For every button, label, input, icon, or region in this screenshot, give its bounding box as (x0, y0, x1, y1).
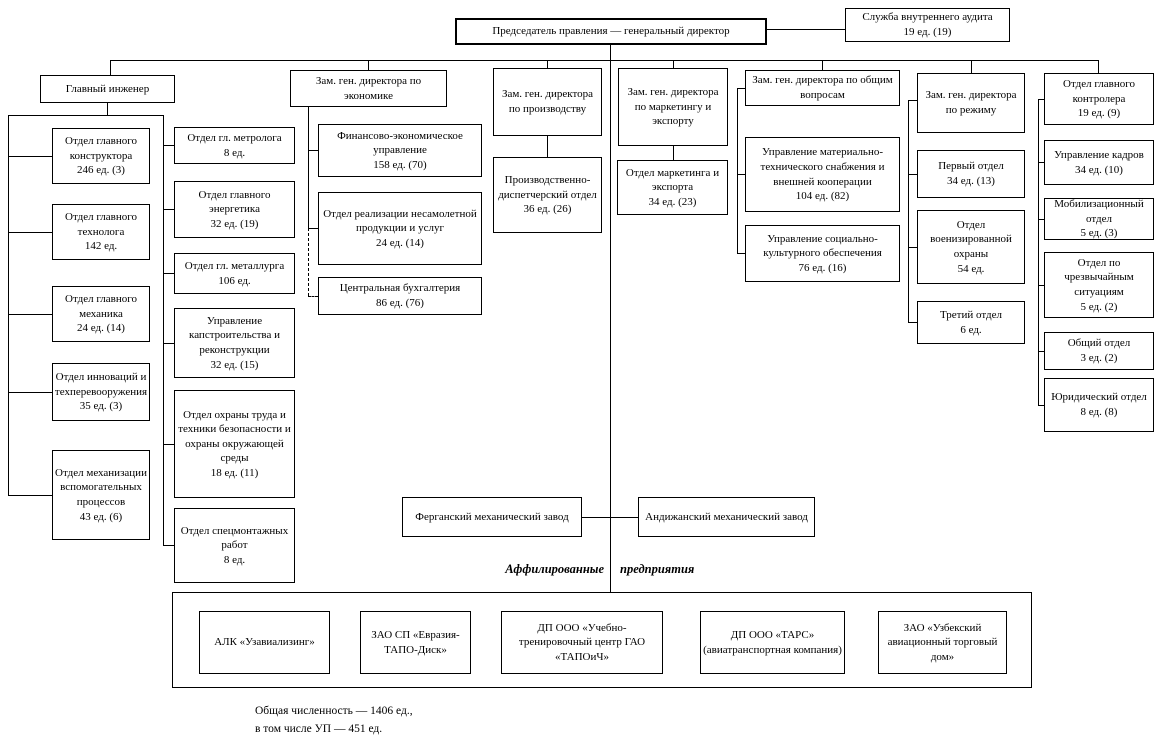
box-count: 34 ед. (10) (1075, 163, 1123, 176)
affiliated-label-right: предприятия (620, 562, 695, 576)
org-box-finance (318, 124, 482, 177)
line-factories-link (582, 517, 638, 518)
box-label: Зам. ген. директора по маркетингу и экспорту (627, 86, 719, 128)
org-box-affil-uzavialeasing (199, 611, 330, 674)
box-label: Отдел главного конструктора (65, 135, 137, 162)
box-count: 19 ед. (19) (903, 26, 952, 38)
box-count: 24 ед. (14) (77, 322, 125, 335)
box-count: 104 ед. (82) (795, 190, 850, 203)
box-label: Андижанский механический завод (645, 510, 808, 523)
box-label: Третий отдел (940, 308, 1002, 321)
stub (1038, 219, 1044, 220)
stub (1038, 405, 1044, 406)
line-drop-chief-engineer (110, 60, 111, 75)
org-box-special-mounting (174, 508, 295, 583)
box-label: Центральная бухгалтерия (339, 282, 461, 295)
org-box-supply (745, 137, 900, 212)
box-label: АЛК «Узавиализинг» (214, 636, 315, 649)
box-label: Отдел маркетинга и экспорта (625, 166, 720, 194)
stub (908, 322, 917, 323)
org-box-legal (1044, 378, 1154, 432)
box-label: Главный инженер (65, 82, 150, 95)
stub (8, 232, 52, 233)
org-box-social (745, 225, 900, 282)
box-label: ДП ООО «Учебно-тренировочный центр ГАО «ТАПОиЧ» (518, 621, 646, 663)
total-headcount-line1: Общая численность — 1406 ед., (255, 705, 413, 717)
stub (1038, 162, 1044, 163)
box-count: 43 ед. (6) (79, 510, 123, 523)
box-count: 18 ед. (11) (210, 466, 259, 479)
org-box-marketing-deputy (618, 68, 728, 146)
org-box-nonaircraft (318, 192, 482, 265)
box-label: Производственно-диспетчерский отдел (498, 174, 597, 201)
box-label: Управление капстроительства и реконструкции (189, 314, 280, 356)
stub (1038, 99, 1044, 100)
box-label: Отдел главного энергетика (198, 188, 271, 216)
box-count: 5 ед. (3) (1080, 227, 1118, 240)
total-headcount-note (255, 702, 413, 739)
stub (8, 156, 52, 157)
line-drop-controller (1098, 60, 1099, 73)
box-label: Отдел механизации вспомогательных процессов (55, 466, 147, 508)
box-count: 8 ед. (223, 553, 246, 566)
box-label: Юридический отдел (1051, 391, 1147, 404)
org-box-econ-deputy (290, 70, 447, 107)
box-label: Отдел спецмонтажных работ (180, 524, 289, 552)
org-box-accounting (318, 277, 482, 315)
line-drop-regime (971, 60, 972, 73)
box-count: 32 ед. (19) (210, 217, 259, 230)
stub (737, 88, 745, 89)
box-count: 246 ед. (3) (77, 164, 125, 177)
box-label: Отдел главного технолога (65, 211, 137, 238)
box-label: Отдел главного контролера (1063, 78, 1135, 105)
box-count: 8 ед. (8) (1080, 406, 1118, 418)
line-production-link (547, 136, 548, 157)
rail-econ-dashed (308, 228, 309, 296)
line-drop-production (547, 60, 548, 68)
box-label: Мобилизационный отдел (1054, 198, 1144, 225)
org-box-affil-trade-house (878, 611, 1007, 674)
box-count: 34 ед. (13) (947, 175, 995, 187)
org-box-technologist (52, 204, 150, 260)
org-box-innovation (52, 363, 150, 421)
org-box-mechanization (52, 450, 150, 540)
line-bracket-top (8, 115, 163, 116)
stub (1038, 285, 1044, 286)
rail-chief-left (8, 115, 9, 496)
box-label: Ферганский механический завод (415, 510, 569, 523)
org-box-fergana (402, 497, 582, 537)
box-label: Отдел гл. метролога (187, 131, 282, 144)
stub (8, 392, 52, 393)
box-label: Отдел охраны труда и техники безопасности и охраны окружающей среды (178, 408, 291, 465)
rail-regime (908, 100, 909, 322)
stub (908, 174, 917, 175)
box-count: 6 ед. (960, 323, 982, 336)
box-label: Управление социально-культурного обеспечения (763, 232, 882, 260)
org-box-marketing (617, 160, 728, 215)
org-box-general-deputy (745, 70, 900, 106)
org-box-design-dept (52, 128, 150, 184)
stub (163, 209, 174, 210)
org-box-affil-training-center (501, 611, 663, 674)
box-count: 19 ед. (9) (1077, 107, 1121, 120)
stub (308, 150, 318, 151)
org-box-third-dept (917, 301, 1025, 344)
box-label: Отдел по чрезвычайным ситуациям (1064, 256, 1134, 298)
box-label: Зам. ген. директора по экономике (315, 74, 422, 102)
org-box-general-dept (1044, 332, 1154, 370)
stub (163, 145, 174, 146)
org-box-mechanic (52, 286, 150, 342)
box-label: Отдел военизированной охраны (930, 218, 1012, 260)
affiliated-label-left: Аффилированные (505, 562, 604, 576)
line-root-to-audit (767, 29, 845, 30)
org-box-andijan (638, 497, 815, 537)
stub-dashed (308, 296, 318, 297)
org-box-production-deputy (493, 68, 602, 136)
box-count: 76 ед. (16) (798, 261, 847, 274)
box-label: Зам. ген. директора по производству (501, 88, 594, 115)
stub (163, 444, 174, 445)
box-count: 36 ед. (26) (523, 203, 572, 216)
box-label: Отдел гл. металлурга (184, 259, 285, 272)
box-count: 34 ед. (23) (648, 195, 697, 208)
box-label: Управление кадров (1054, 148, 1144, 161)
stub (908, 100, 917, 101)
org-box-first-dept (917, 150, 1025, 198)
org-box-root (455, 18, 767, 45)
org-box-hr (1044, 140, 1154, 185)
box-count: 3 ед. (2) (1080, 352, 1118, 364)
box-count: 158 ед. (70) (373, 158, 427, 171)
stub (1038, 351, 1044, 352)
stub (737, 174, 745, 175)
line-chief-to-bracket (107, 103, 108, 115)
org-box-power (174, 181, 295, 238)
total-headcount-line2: в том числе УП — 451 ед. (255, 723, 383, 736)
box-label: Зам. ген. директора по общим вопросам (752, 74, 893, 101)
org-box-regime-deputy (917, 73, 1025, 133)
line-top-distribution (110, 60, 1098, 61)
box-count: 106 ед. (218, 274, 251, 287)
box-label: Отдел реализации несамолетной продукции и услуг (323, 207, 477, 235)
box-count: 54 ед. (957, 262, 985, 275)
line-drop-general (822, 60, 823, 70)
rail-general (737, 88, 738, 253)
org-box-affil-tars (700, 611, 845, 674)
box-label: ДП ООО «ТАРС» (авиатранспортная компания) (703, 628, 842, 656)
stub (8, 495, 52, 496)
box-count: 8 ед. (223, 146, 246, 159)
org-box-controller (1044, 73, 1154, 125)
box-label: Зам. ген. директора по режиму (925, 89, 1017, 116)
box-count: 142 ед. (84, 240, 118, 253)
stub (163, 545, 174, 546)
stub (163, 273, 174, 274)
stub (737, 253, 745, 254)
box-count: 35 ед. (3) (79, 400, 123, 413)
org-box-audit (845, 8, 1010, 42)
box-label: Первый отдел (938, 160, 1004, 173)
org-box-labor-safety (174, 390, 295, 498)
line-marketing-link (673, 146, 674, 160)
box-label: Служба внутреннего аудита (862, 11, 993, 24)
org-box-paramilitary (917, 210, 1025, 284)
org-box-dispatch (493, 157, 602, 233)
line-drop-econ (368, 60, 369, 70)
box-label: ЗАО «Узбекский авиационный торговый дом» (887, 621, 998, 663)
rail-econ (308, 107, 309, 228)
box-count: 86 ед. (76) (376, 297, 424, 309)
box-count: 24 ед. (14) (376, 236, 424, 249)
org-box-affil-eurasia-tapo-disk (360, 611, 471, 674)
stub (163, 343, 174, 344)
box-label: Отдел главного механика (65, 293, 137, 320)
box-count: 5 ед. (2) (1080, 300, 1118, 313)
stub (308, 228, 318, 229)
box-label: Финансово-экономическое управление (337, 129, 463, 157)
line-drop-marketing (673, 60, 674, 68)
org-box-chief-engineer (40, 75, 175, 103)
box-label: Управление материально-технического снабжения и внешней кооперации (760, 146, 885, 188)
line-central-spine (610, 45, 611, 592)
box-label: Общий отдел (1067, 337, 1131, 350)
box-label: Отдел инноваций и техперевооружения (54, 371, 148, 398)
org-box-metallurgist (174, 253, 295, 294)
box-label: ЗАО СП «Евразия-ТАПО-Диск» (371, 628, 460, 656)
stub (8, 314, 52, 315)
rail-chief-right (163, 115, 164, 545)
stub (908, 247, 917, 248)
org-box-construction (174, 308, 295, 378)
org-box-emergency (1044, 252, 1154, 318)
box-label: Председатель правления — генеральный директор (492, 25, 730, 38)
box-count: 32 ед. (15) (210, 358, 259, 371)
rail-controller (1038, 99, 1039, 405)
org-box-metrologist (174, 127, 295, 164)
org-box-mobilization (1044, 198, 1154, 240)
